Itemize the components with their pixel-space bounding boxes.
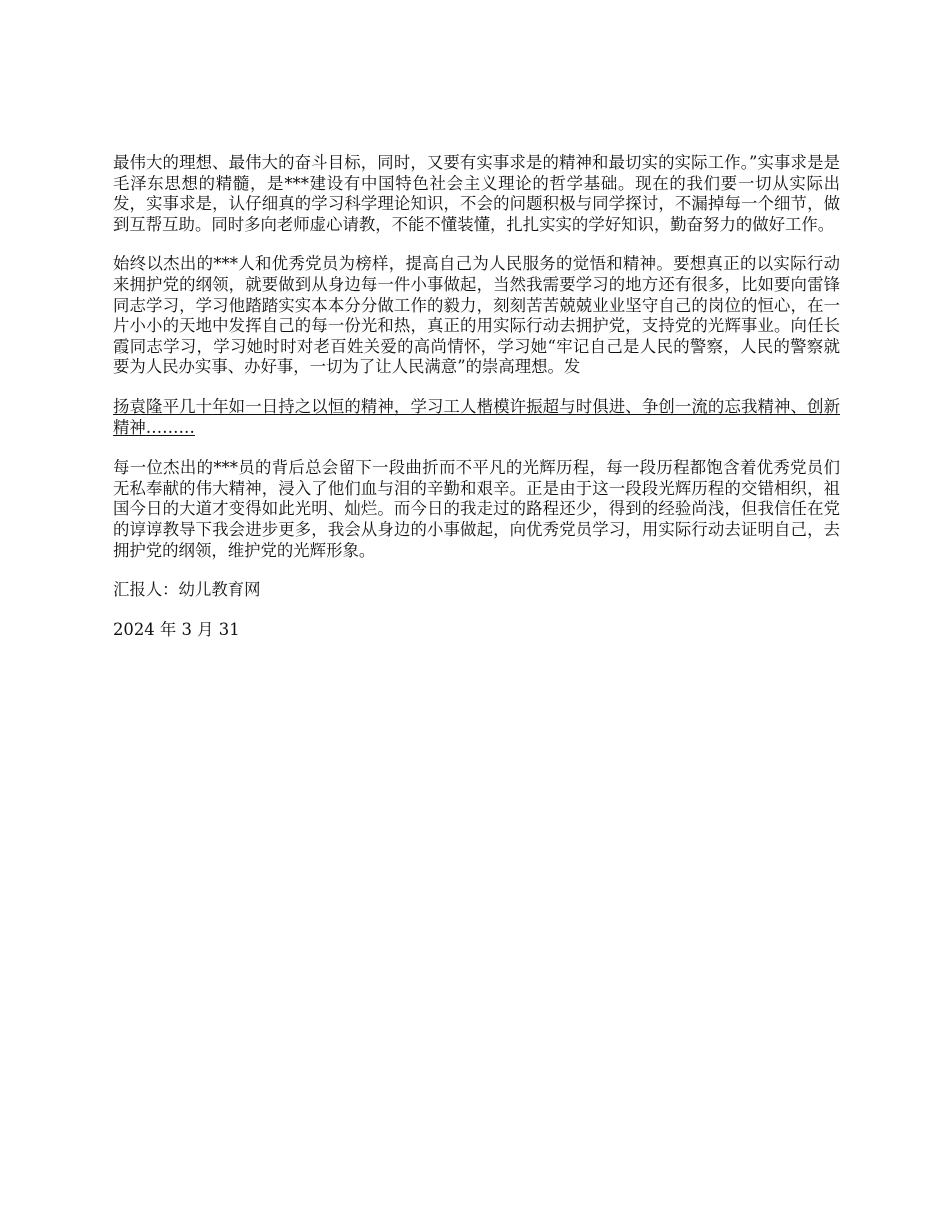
report-date: 2024 年 3 月 31	[113, 619, 240, 639]
reporter-line: 汇报人：幼儿教育网	[113, 580, 261, 600]
paragraph-intro: 最伟大的理想、最伟大的奋斗目标，同时，又要有实事求是的精神和最切实的实际工作。”实事求是是毛泽东思想的精髓，是***建设有中国特色社会主义理论的哲学基础。现在的我们要一切从实际出发，实事求是，认仔细真的学习科学理论知识，不会的问题积极与同学探讨，不漏掉每一个细节，做到互帮互助。同时多向老师虚心请教，不能不懂装懂，扎扎实实的学好知识，勤奋努力的做好工作。	[113, 153, 840, 234]
linked-excerpt[interactable]: 扬袁隆平几十年如一日持之以恒的精神，学习工人楷模许振超与时俱进、争创一流的忘我精神、创新精神………	[113, 396, 840, 437]
paragraph-role-models: 始终以杰出的***人和优秀党员为榜样，提高自己为人民服务的觉悟和精神。要想真正的以实际行动来拥护党的纲领，就要做到从身边每一件小事做起，当然我需要学习的地方还有很多，比如要向雷锋同志学习，学习他踏踏实实本本分分做工作的毅力，刻刻苦苦兢兢业业坚守自己的岗位的恒心，在一片小小的天地中发挥自己的每一份光和热，真正的用实际行动去拥护党，支持党的光辉事业。向任长霞同志学习，学习她时时对老百姓关爱的高尚情怀，学习她“牢记自己是人民的警察，人民的警察就要为人民办实事、办好事，一切为了让人民满意”的崇高理想。发	[113, 254, 840, 377]
paragraph-history: 每一位杰出的***员的背后总会留下一段曲折而不平凡的光辉历程，每一段历程都饱含着优秀党员们无私奉献的伟大精神，浸入了他们血与泪的辛勤和艰辛。正是由于这一段段光辉历程的交错相织，祖国今日的大道才变得如此光明、灿烂。而今日的我走过的路程还少，得到的经验尚浅，但我信任在党的谆谆教导下我会进步更多，我会从身边的小事做起，向优秀党员学习，用实际行动去证明自己，去拥护党的纲领，维护党的光辉形象。	[113, 458, 840, 560]
